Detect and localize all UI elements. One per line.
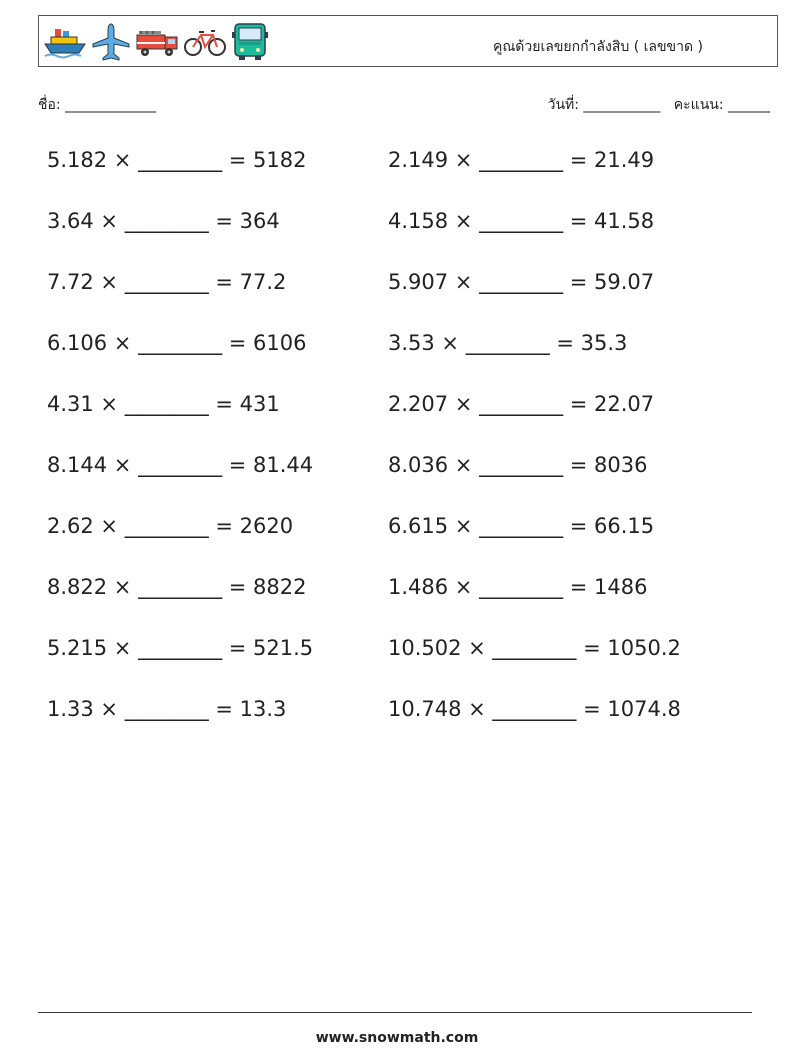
date-score-fields [548,94,770,116]
footer-divider [38,1012,752,1013]
footer-url[interactable]: www.snowmath.com [315,1030,479,1046]
problem-left-5: 4.31 × ________ = 431 [47,392,280,416]
problem-left-3: 7.72 × ________ = 77.2 [47,270,287,294]
bicycle-icon [183,27,227,57]
problem-left-10: 1.33 × ________ = 13.3 [47,697,287,721]
problem-right-8: 1.486 × ________ = 1486 [388,575,648,599]
problem-right-1: 2.149 × ________ = 21.49 [388,148,655,172]
problem-right-5: 2.207 × ________ = 22.07 [388,392,655,416]
problem-left-8: 8.822 × ________ = 8822 [47,575,307,599]
problem-left-9: 5.215 × ________ = 521.5 [47,636,314,660]
airplane-icon [91,22,131,62]
problem-right-9: 10.502 × ________ = 1050.2 [388,636,681,660]
problem-right-3: 5.907 × ________ = 59.07 [388,270,655,294]
problem-left-2: 3.64 × ________ = 364 [47,209,280,233]
problem-right-10: 10.748 × ________ = 1074.8 [388,697,681,721]
problem-left-4: 6.106 × ________ = 6106 [47,331,307,355]
worksheet-title: คูณด้วยเลขยกกำลังสิบ ( เลขขาด ) [492,39,703,55]
problem-right-4: 3.53 × ________ = 35.3 [388,331,628,355]
problem-left-7: 2.62 × ________ = 2620 [47,514,294,538]
header-box [38,15,778,67]
score-field: คะแนน: ______ [673,97,770,113]
fire-truck-icon [135,25,179,59]
problem-left-1: 5.182 × ________ = 5182 [47,148,307,172]
header-icons [43,22,271,62]
ship-icon [43,25,87,59]
name-field: ชื่อ: _____________ [38,97,157,113]
problem-right-2: 4.158 × ________ = 41.58 [388,209,655,233]
bus-icon [231,22,271,62]
problem-right-6: 8.036 × ________ = 8036 [388,453,648,477]
date-field: วันที่: ___________ [547,97,661,113]
problem-right-7: 6.615 × ________ = 66.15 [388,514,655,538]
problem-left-6: 8.144 × ________ = 81.44 [47,453,314,477]
